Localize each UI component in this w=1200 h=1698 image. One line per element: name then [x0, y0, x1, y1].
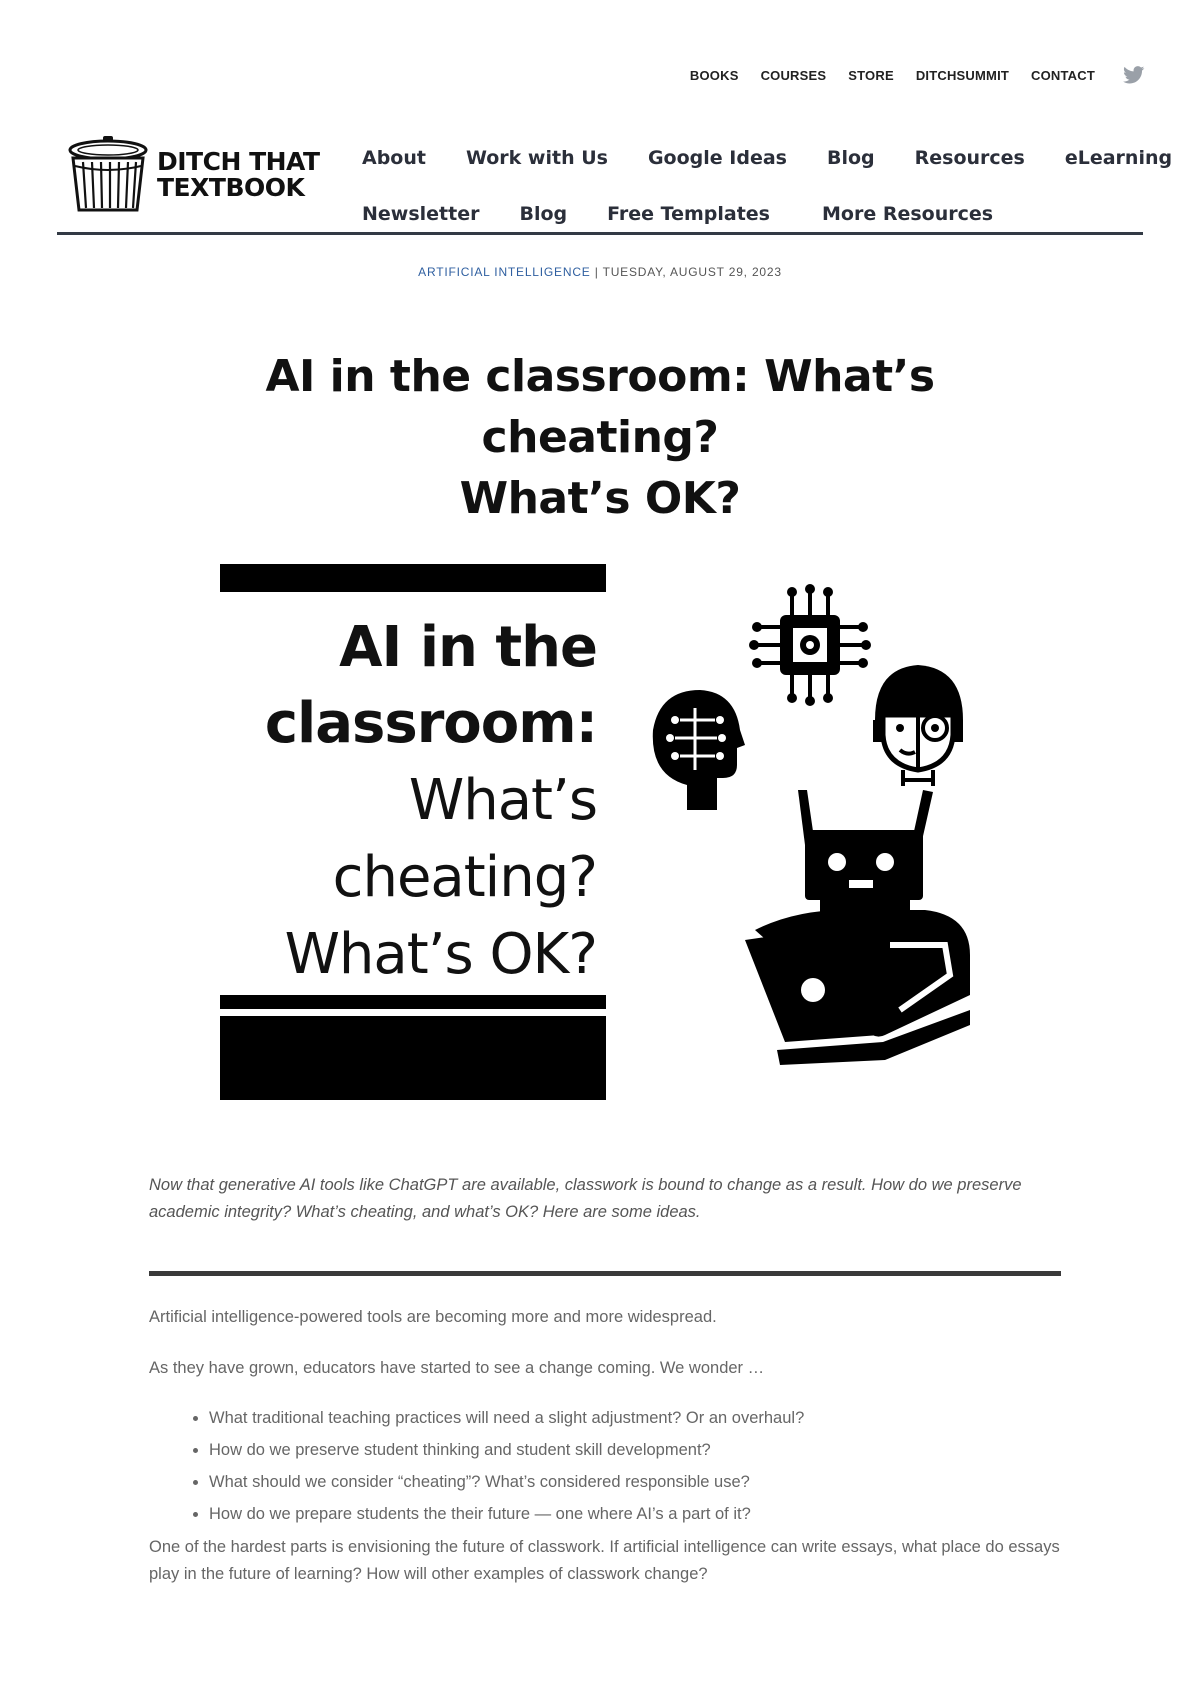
content-divider — [149, 1271, 1061, 1276]
nav-more-resources[interactable]: More Resources — [822, 203, 994, 225]
logo-line-1: DITCH THAT — [157, 147, 320, 176]
title-line-1: AI in the classroom: What’s cheating? — [265, 351, 935, 463]
meta-separator: | — [590, 265, 603, 279]
logo-wordmark — [157, 149, 320, 201]
question-list — [149, 1402, 1109, 1530]
article-intro: Now that generative AI tools like ChatGPT are available, classwork is bound to change as a result. How do we preserve academic integrity? What’s cheating, and what’s OK? Here are some ideas. — [149, 1176, 1022, 1221]
nav-blog-2[interactable]: Blog — [519, 203, 568, 225]
nav-resources[interactable]: Resources — [914, 147, 1025, 169]
nav-link-store[interactable]: STORE — [848, 67, 894, 83]
hero-bottom-bar-thick — [220, 1016, 606, 1100]
main-nav — [362, 130, 1173, 242]
hero-line-5: What’s OK? — [284, 922, 597, 987]
post-date: TUESDAY, AUGUST 29, 2023 — [602, 265, 782, 279]
hero-image — [215, 560, 1200, 1100]
hero-illustration — [645, 580, 1005, 1080]
main-nav-row-1 — [362, 130, 1173, 186]
hero-top-bar — [220, 564, 606, 592]
utility-nav — [668, 66, 1145, 84]
hero-line-2: classroom: — [264, 691, 597, 756]
nav-about[interactable]: About — [362, 147, 426, 169]
site-logo[interactable] — [65, 136, 335, 214]
nav-elearning[interactable]: eLearning — [1064, 147, 1173, 169]
nav-link-ditchsummit[interactable]: DITCHSUMMIT — [915, 67, 1010, 83]
twitter-icon[interactable] — [1123, 66, 1145, 84]
nav-blog[interactable]: Blog — [826, 147, 875, 169]
list-item: • How do we preserve student thinking and student skill development? — [209, 1434, 1109, 1466]
article-paragraph-1: Artificial intelligence-powered tools are becoming more and more widespread. — [149, 1308, 717, 1326]
logo-line-2: TEXTBOOK — [157, 173, 305, 202]
list-item: • How do we prepare students the their future — one where AI’s a part of it? — [209, 1498, 1109, 1530]
nav-google-ideas[interactable]: Google Ideas — [647, 147, 787, 169]
ai-head-icon — [653, 690, 745, 810]
nav-link-courses[interactable]: COURSES — [760, 67, 827, 83]
trash-can-icon — [65, 136, 151, 214]
nav-free-templates[interactable]: Free Templates — [607, 203, 770, 225]
nav-link-contact[interactable]: CONTACT — [1031, 67, 1095, 83]
hero-line-1: AI in the — [339, 615, 597, 680]
hero-text — [245, 610, 597, 993]
article-paragraph-3: One of the hardest parts is envisioning the future of classwork. If artificial intelligence can write essays, what place do essays play in the future of learning? How will other examples of classwork change? — [149, 1538, 1060, 1583]
page-title — [140, 346, 1060, 529]
robot-laptop-icon — [745, 790, 970, 1065]
nav-link-books[interactable]: BOOKS — [689, 67, 739, 83]
list-item: • What should we consider “cheating”? What’s considered responsible use? — [209, 1466, 1109, 1498]
cyborg-face-icon — [873, 665, 963, 786]
article-paragraph-2: As they have grown, educators have started to see a change coming. We wonder … — [149, 1359, 765, 1377]
hero-line-3: What’s — [408, 768, 597, 833]
site-header — [57, 118, 1173, 235]
list-item: • What traditional teaching practices will need a slight adjustment? Or an overhaul? — [209, 1402, 1109, 1434]
chip-icon — [749, 584, 871, 706]
nav-work-with-us[interactable]: Work with Us — [465, 147, 608, 169]
title-line-2: What’s OK? — [459, 473, 741, 524]
main-nav-row-2 — [362, 186, 1122, 242]
category-link[interactable]: ARTIFICIAL INTELLIGENCE — [418, 265, 591, 279]
nav-newsletter[interactable]: Newsletter — [362, 203, 480, 225]
hero-line-4: cheating? — [332, 845, 597, 910]
hero-bottom-bar-thin — [220, 995, 606, 1009]
post-meta — [0, 265, 1200, 279]
